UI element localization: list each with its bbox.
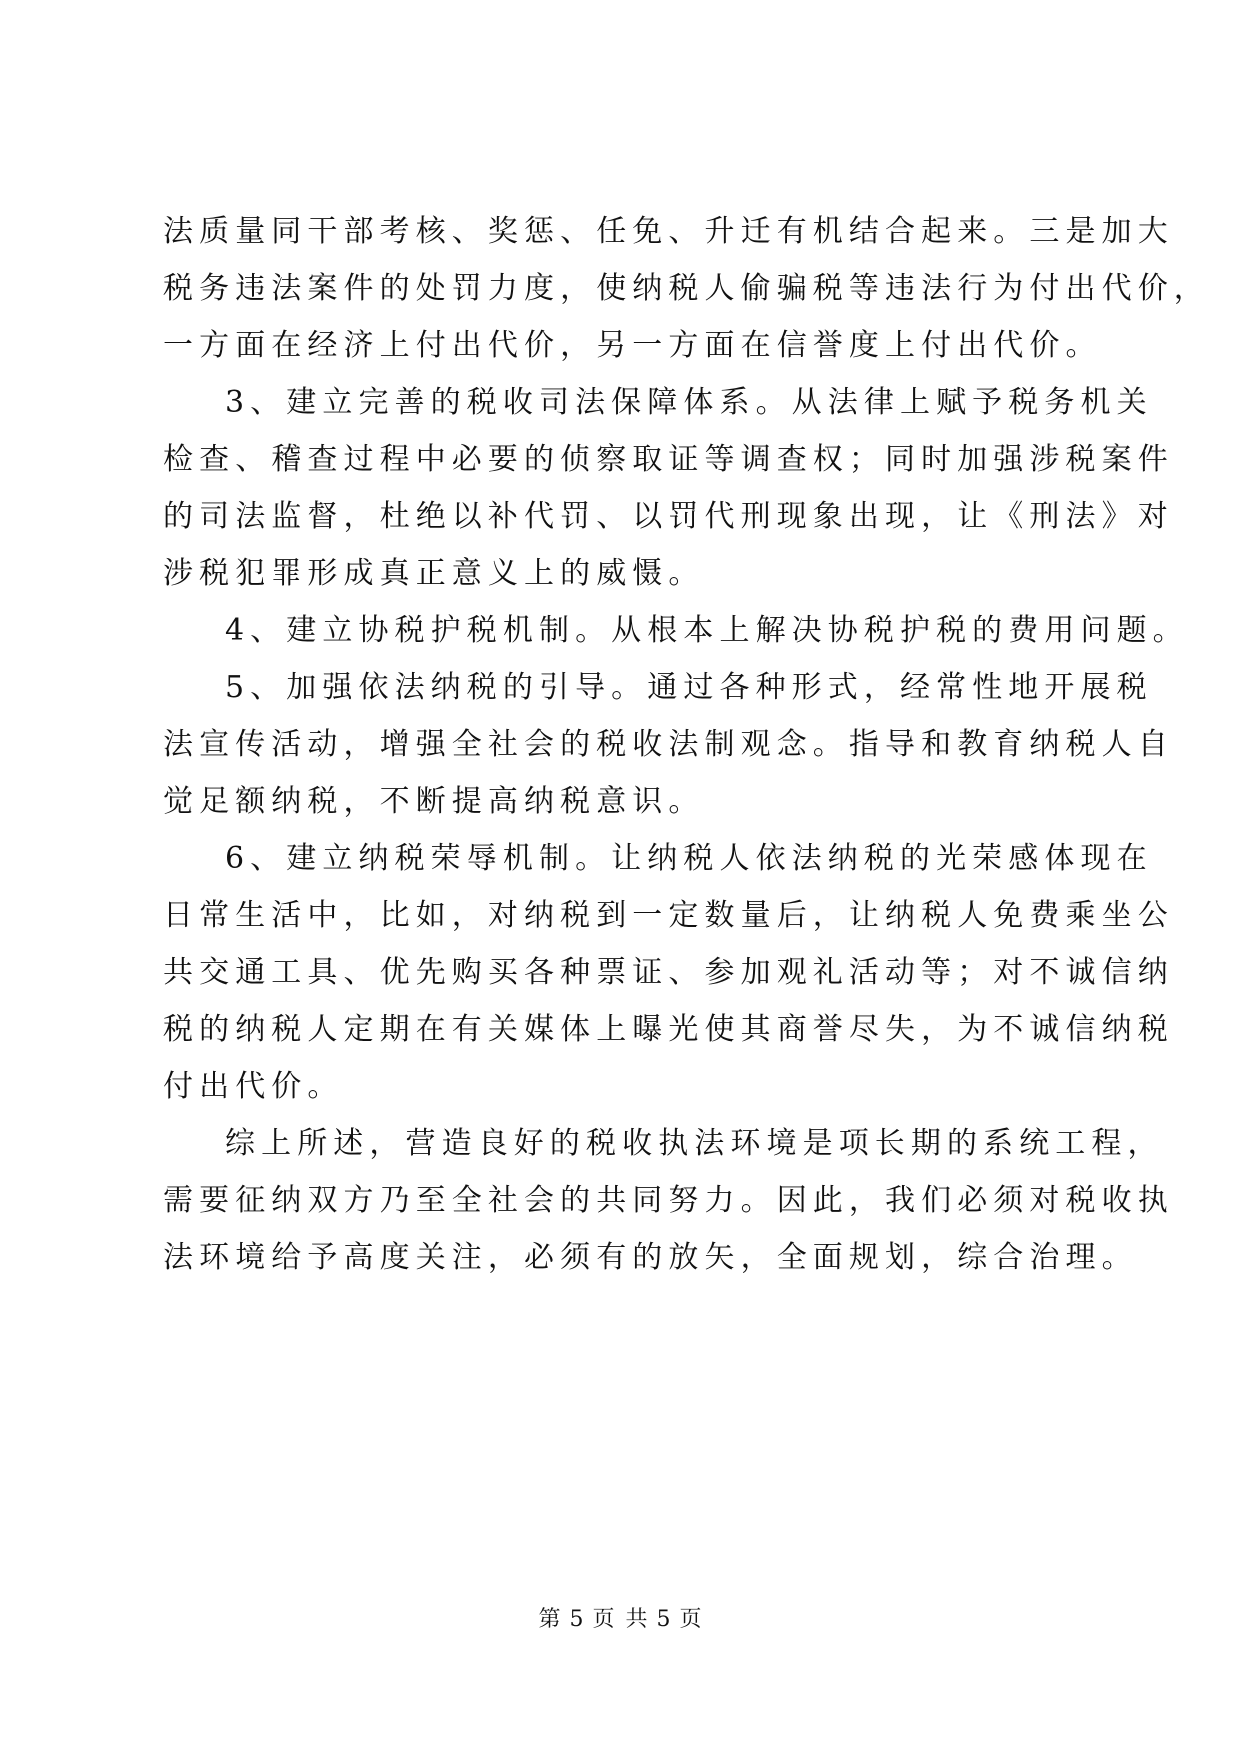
text-line: 税的纳税人定期在有关媒体上曝光使其商誉尽失，为不诚信纳税 bbox=[163, 1012, 1174, 1047]
text-line: 共交通工具、优先购买各种票证、参加观礼活动等；对不诚信纳 bbox=[163, 955, 1174, 990]
page-footer bbox=[0, 1602, 1241, 1633]
text-line: 付出代价。 bbox=[163, 1069, 344, 1104]
page-number-total: 共 5 页 bbox=[625, 1607, 703, 1632]
text-line: 综上所述，营造良好的税收执法环境是项长期的系统工程， bbox=[225, 1126, 1164, 1161]
text-line: 涉税犯罪形成真正意义上的威慑。 bbox=[163, 556, 705, 591]
text-line: 觉足额纳税，不断提高纳税意识。 bbox=[163, 784, 705, 819]
text-line: 检查、稽查过程中必要的侦察取证等调查权；同时加强涉税案件 bbox=[163, 442, 1174, 477]
text-line: 4、建立协税护税机制。从根本上解决协税护税的费用问题。 bbox=[225, 613, 1189, 648]
text-line: 3、建立完善的税收司法保障体系。从法律上赋予税务机关 bbox=[225, 385, 1153, 420]
text-line: 税务违法案件的处罚力度，使纳税人偷骗税等违法行为付出代价， bbox=[163, 271, 1210, 306]
text-line: 需要征纳双方乃至全社会的共同努力。因此，我们必须对税收执 bbox=[163, 1183, 1174, 1218]
page-number-current: 第 5 页 bbox=[538, 1607, 616, 1632]
text-line: 一方面在经济上付出代价，另一方面在信誉度上付出代价。 bbox=[163, 328, 1102, 363]
text-line: 6、建立纳税荣辱机制。让纳税人依法纳税的光荣感体现在 bbox=[225, 841, 1153, 876]
text-line: 法环境给予高度关注，必须有的放矢，全面规划，综合治理。 bbox=[163, 1240, 1138, 1275]
text-line: 日常生活中，比如，对纳税到一定数量后，让纳税人免费乘坐公 bbox=[163, 898, 1174, 933]
text-line: 的司法监督，杜绝以补代罚、以罚代刑现象出现，让《刑法》对 bbox=[163, 499, 1174, 534]
text-line: 法质量同干部考核、奖惩、任免、升迁有机结合起来。三是加大 bbox=[163, 214, 1174, 249]
text-line: 法宣传活动，增强全社会的税收法制观念。指导和教育纳税人自 bbox=[163, 727, 1174, 762]
text-line: 5、加强依法纳税的引导。通过各种形式，经常性地开展税 bbox=[225, 670, 1153, 705]
